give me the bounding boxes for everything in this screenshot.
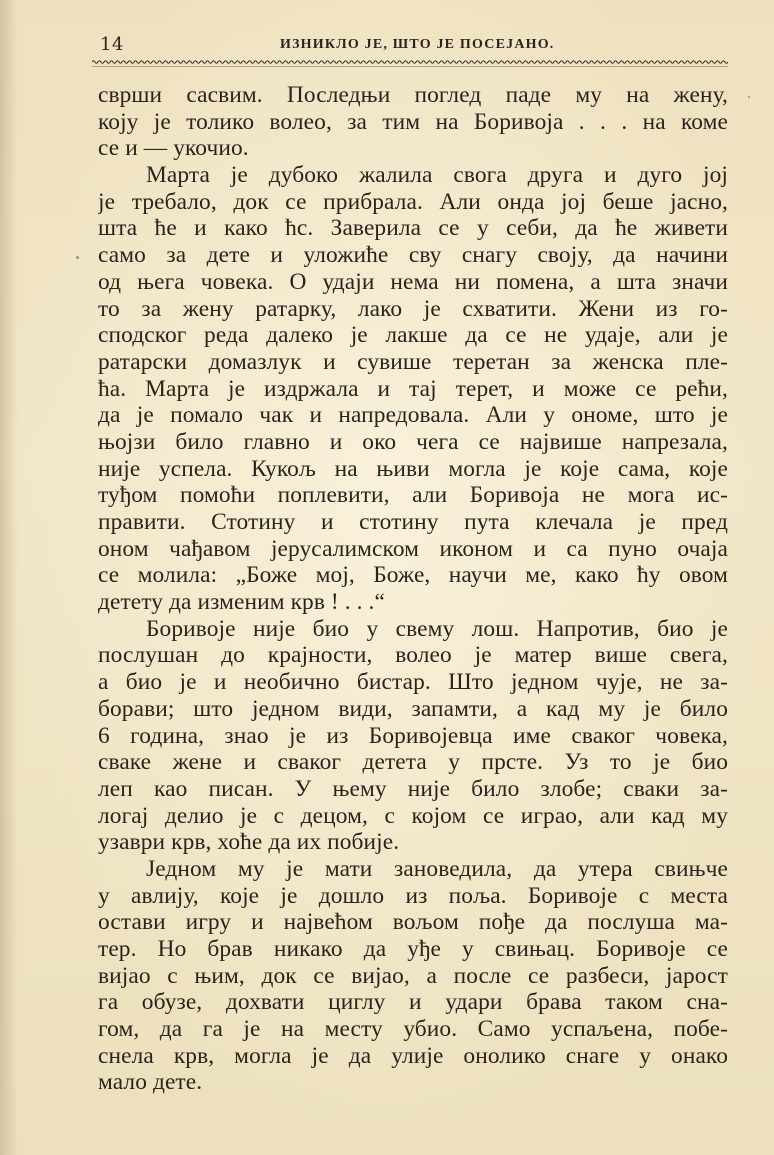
page-header — [100, 34, 724, 58]
text-line: 6 година, знао је из Боривојевца име сваког човека, — [98, 722, 728, 749]
text-line: туђом помоћи поплевити, али Боривоја не мога ис- — [98, 482, 728, 509]
text-line: оном чађавом јерусалимском иконом и са пуно очаја — [98, 535, 728, 562]
text-line: се и — укочио. — [98, 135, 249, 162]
text-line: Једном му је мати зановедила, да утера свињче — [146, 855, 728, 882]
text-line: ћа. Марта је издржала и тај терет, и може се рећи, — [98, 375, 728, 402]
text-line: остави игру и највећом вољом пође да послуша ма- — [98, 909, 728, 936]
text-line: није успела. Кукољ на њиви могла је које сама, које — [98, 455, 728, 482]
text-line: сврши сасвим. Последњи поглед паде му на жену, — [98, 82, 728, 108]
text-line: је требало, док се прибрала. Али онда јој беше јасно, — [98, 188, 728, 215]
text-line: од њега човека. О удаји нема ни помена, а шта значи — [98, 268, 728, 295]
header-wavy-rule — [92, 58, 728, 68]
text-line: га обузе, дохвати циглу и удари брава таком сна- — [98, 989, 728, 1016]
text-line: гом, да га је на месту убио. Само успаљена, побе- — [98, 1016, 728, 1043]
text-line: шта ће и како ћс. Заверила се у себи, да ће живети — [98, 215, 728, 242]
text-line: узаври крв, хоће да их побије. — [98, 829, 400, 856]
page-number: 14 — [100, 34, 124, 55]
text-line: логај делио је с децом, с којом се играо, али кад му — [98, 802, 728, 829]
text-line: снела крв, могла је да улије онолико снаге у онако — [98, 1042, 728, 1069]
text-line: сваке жене и сваког детета у прсте. Уз то је био — [98, 749, 728, 776]
text-line: тер. Но брав никако да уђе у свињац. Боривоје се — [98, 936, 728, 962]
paper-speck — [748, 96, 750, 98]
text-line: мало дете. — [98, 1069, 203, 1096]
text-line: сподског реда далеко је лакше да се не удаје, али је — [98, 322, 728, 349]
body-text — [98, 82, 728, 1096]
text-line: ратарски домазлук и сувише теретан за женска пле- — [98, 348, 728, 375]
text-line: а био је и необично бистар. Што једном чује, не за- — [98, 669, 728, 696]
text-line: коју је толико волео, за тим на Боривоја . . . на коме — [98, 108, 728, 135]
page-edge-shadow — [0, 0, 18, 1155]
text-line: у авлију, које је дошло из поља. Боривоје с места — [98, 882, 728, 909]
text-line: вијао с њим, док се вијао, а после се разбеси, јарост — [98, 962, 728, 989]
text-line: то за жену ратарку, лако је схватити. Жени из го- — [98, 295, 728, 322]
running-title: ИЗНИКЛО ЈЕ, ШТО ЈЕ ПОСЕЈАНО. — [280, 37, 555, 52]
text-line: правити. Стотину и стотину пута клечала је пред — [98, 509, 728, 535]
paper-speck — [76, 256, 79, 259]
text-line: само за дете и уложиће сву снагу своју, да начини — [98, 242, 728, 269]
text-line: детету да изменим крв ! . . .“ — [98, 589, 385, 616]
text-line: Марта је дубоко жалила свога друга и дуго јој — [146, 162, 728, 189]
text-line: леп као писан. У њему није било злобе; сваки за- — [98, 775, 728, 802]
text-line: борави; што једном види, запамти, а кад му је било — [98, 695, 728, 722]
text-line: се молила: „Боже мој, Боже, научи ме, како ћу овом — [98, 562, 728, 589]
text-line: да је помало чак и напредовала. Али у ономе, што је — [98, 402, 728, 429]
text-line: послушан до крајности, волео је матер више свега, — [98, 642, 728, 669]
text-line: Боривоје није био у свему лош. Напротив, био је — [146, 615, 728, 642]
text-line: њојзи било главно и око чега се највише напрезала, — [98, 428, 728, 455]
